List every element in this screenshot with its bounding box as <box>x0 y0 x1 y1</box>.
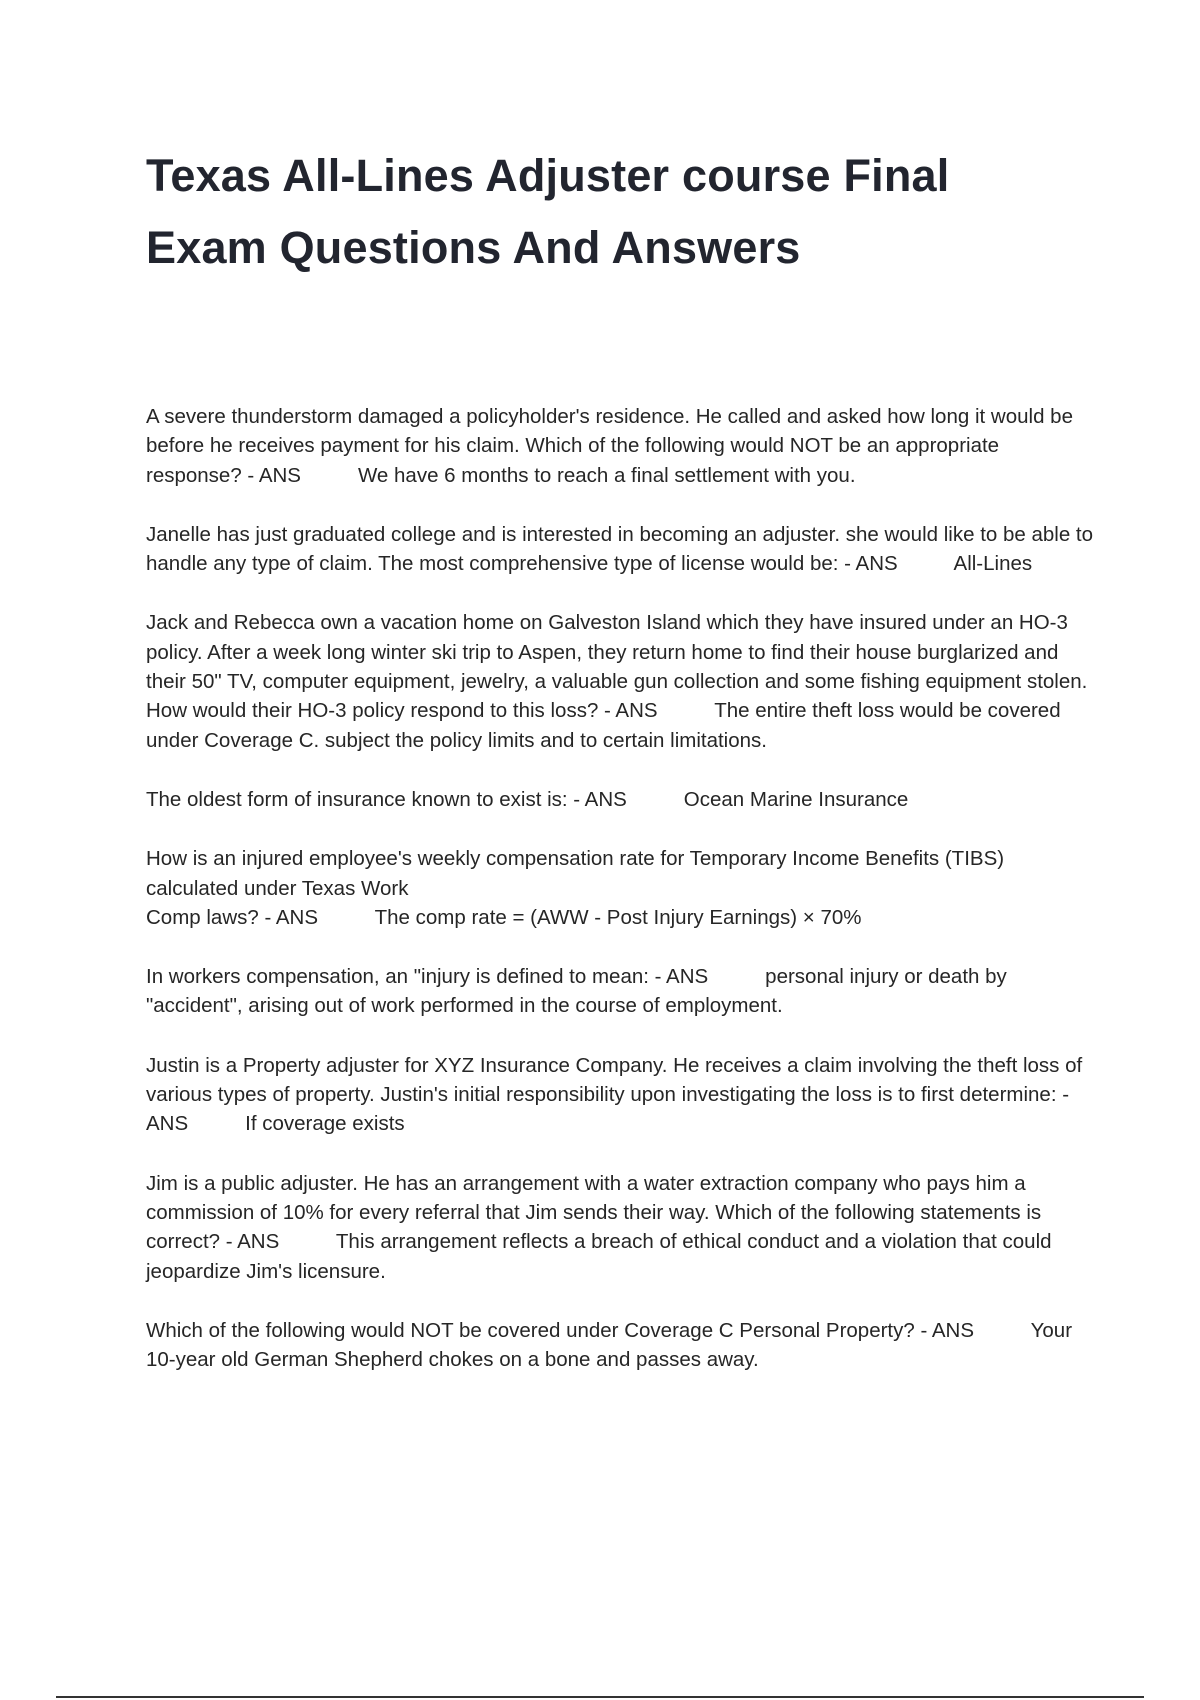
question-text: Which of the following would NOT be covered under Coverage C Personal Property? - ANS <box>146 1318 975 1342</box>
question-text: Justin is a Property adjuster for XYZ Insurance Company. He receives a claim involving the theft loss of various types of property. Justin's initial responsibility upon investigating the loss is to first determine: - ANS <box>146 1053 1088 1136</box>
qa-item-6 <box>146 962 1096 1021</box>
footer-divider <box>56 1696 1144 1698</box>
answer-text: Ocean Marine Insurance <box>683 787 909 811</box>
question-text: A severe thunderstorm damaged a policyholder's residence. He called and asked how long it would be before he receives payment for his claim. Which of the following would NOT be an appropriate response? - ANS <box>146 405 1079 487</box>
answer-text: We have 6 months to reach a final settlement with you. <box>357 463 856 487</box>
answer-text: personal injury or death by "accident", arising out of work performed in the course of employment. <box>146 965 1013 1018</box>
qa-item-8 <box>146 1169 1096 1286</box>
qa-list <box>146 402 1099 1404</box>
qa-item-2 <box>146 520 1099 579</box>
question-text: The oldest form of insurance known to exist is: - ANS <box>146 787 627 811</box>
qa-item-7 <box>146 1051 1096 1139</box>
answer-text: Your 10-year old German Shepherd chokes on a bone and passes away. <box>146 1318 1078 1372</box>
qa-item-3 <box>146 608 1096 754</box>
question-text: Janelle has just graduated college and is interested in becoming an adjuster. she would like to be able to handle any type of claim. The most comprehensive type of license would be: - ANS <box>146 522 1099 576</box>
question-text: Jim is a public adjuster. He has an arrangement with a water extraction company who pays him a commission of 10% for every referral that Jim sends their way. Which of the following statements is correct? - ANS <box>146 1171 1047 1254</box>
qa-item-9 <box>146 1316 1096 1375</box>
question-text: How is an injured employee's weekly compensation rate for Temporary Income Benefits (TIBS) calculated under Texas Work Comp laws? - ANS <box>146 847 1005 929</box>
qa-item-5 <box>146 844 1096 932</box>
question-text: Jack and Rebecca own a vacation home on Galveston Island which they have insured under an HO-3 policy. After a week long winter ski trip to Aspen, they return home to find their house burglarized and their 50" TV, computer equipment, jewelry, a valuable gun collection and some fishing equipment stolen. How would their HO-3 policy respond to this loss? - ANS <box>146 611 1094 723</box>
answer-text: This arrangement reflects a breach of ethical conduct and a violation that could jeopardize Jim's licensure. <box>146 1230 1058 1283</box>
qa-item-4 <box>146 785 1096 814</box>
answer-text: The entire theft loss would be covered under Coverage C. subject the policy limits and to certain limitations. <box>146 699 1067 752</box>
qa-item-1 <box>146 402 1096 490</box>
answer-text: All-Lines <box>953 552 1033 576</box>
document-title-line-1: Texas All-Lines Adjuster course Final <box>146 150 950 201</box>
document-title-line-2: Exam Questions And Answers <box>146 222 801 273</box>
answer-text: If coverage exists <box>245 1112 405 1136</box>
answer-text: The comp rate = (AWW - Post Injury Earnings) × 70% <box>374 905 862 929</box>
question-text: In workers compensation, an "injury is defined to mean: - ANS <box>146 965 709 989</box>
document-title <box>146 140 1106 284</box>
